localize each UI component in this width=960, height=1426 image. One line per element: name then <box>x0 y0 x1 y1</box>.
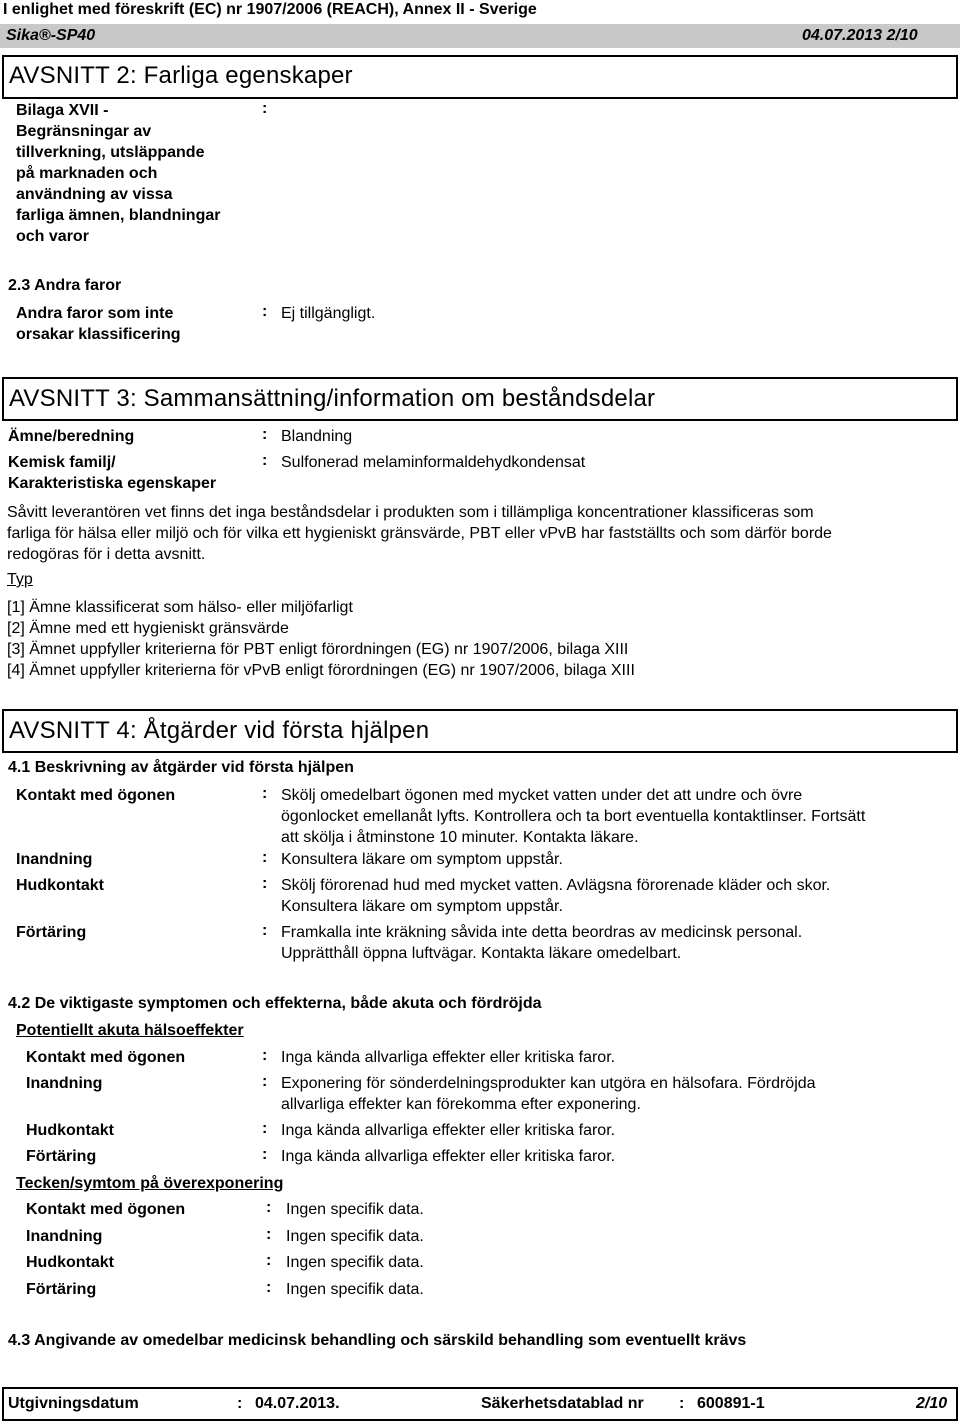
over-inhalation-value: Ingen specifik data. <box>286 1228 424 1245</box>
acute-skin-label: Hudkontakt <box>26 1122 114 1139</box>
type-heading: Typ <box>7 571 33 588</box>
footer-box <box>2 1387 958 1421</box>
substance-value: Blandning <box>281 428 353 445</box>
over-eyes-colon: : <box>266 1199 272 1216</box>
acute-ingestion-colon: : <box>262 1146 268 1163</box>
over-skin-label: Hudkontakt <box>26 1254 114 1271</box>
acute-inhalation-value: Exponering för sönderdelningsprodukter kan utgöra en hälsofara. Fördröjda allvarliga effekter kan förekomma efter exponering. <box>281 1075 816 1113</box>
acute-ingestion-value: Inga kända allvarliga effekter eller kritiska faror. <box>281 1148 616 1165</box>
over-skin-value: Ingen specifik data. <box>286 1254 424 1271</box>
acute-eyes-label: Kontakt med ögonen <box>26 1049 186 1066</box>
subsection-4-1-heading: 4.1 Beskrivning av åtgärder vid första hjälpen <box>8 759 354 776</box>
other-hazards-value: Ej tillgängligt. <box>281 305 376 322</box>
chemical-family-value: Sulfonerad melaminformaldehydkondensat <box>281 454 586 471</box>
section4-title: AVSNITT 4: Åtgärder vid första hjälpen <box>9 717 430 744</box>
chemical-family-colon: : <box>262 452 268 469</box>
over-eyes-label: Kontakt med ögonen <box>26 1201 186 1218</box>
over-ingestion-value: Ingen specifik data. <box>286 1281 424 1298</box>
other-hazards-label: Andra faror som inte orsakar klassificering <box>16 305 181 343</box>
section2-title: AVSNITT 2: Farliga egenskaper <box>9 62 353 89</box>
header-date-page: 04.07.2013 2/10 <box>802 27 918 44</box>
subsection-4-2-heading: 4.2 De viktigaste symptomen och effekterna, både akuta och fördröjda <box>8 995 542 1012</box>
over-inhalation-label: Inandning <box>26 1228 103 1245</box>
type-list <box>7 597 635 681</box>
section3-title: AVSNITT 3: Sammansättning/information om beståndsdelar <box>9 385 656 412</box>
first-aid-inhalation-label: Inandning <box>16 851 93 868</box>
first-aid-inhalation-colon: : <box>262 849 268 866</box>
first-aid-eyes-label: Kontakt med ögonen <box>16 787 176 804</box>
over-ingestion-label: Förtäring <box>26 1281 97 1298</box>
first-aid-eyes-colon: : <box>262 785 268 802</box>
footer-page-number: 2/10 <box>916 1395 948 1412</box>
first-aid-inhalation-value: Konsultera läkare om symptom uppstår. <box>281 851 563 868</box>
acute-ingestion-label: Förtäring <box>26 1148 97 1165</box>
acute-eyes-value: Inga kända allvarliga effekter eller kritiska faror. <box>281 1049 616 1066</box>
list-item: [3] Ämnet uppfyller kriterierna för PBT enligt förordningen (EG) nr 1907/2006, bilaga XIII <box>7 641 629 658</box>
issue-date-value: 04.07.2013. <box>255 1395 340 1412</box>
overexposure-heading: Tecken/symtom på överexponering <box>16 1175 284 1192</box>
substance-label: Ämne/beredning <box>8 428 135 445</box>
sds-number-label: Säkerhetsdatablad nr <box>481 1395 644 1412</box>
product-name: Sika®-SP40 <box>6 27 96 44</box>
list-item: [4] Ämnet uppfyller kriterierna för vPvB enligt förordningen (EG) nr 1907/2006, bilaga XIII <box>7 662 635 679</box>
issue-date-label: Utgivningsdatum <box>8 1395 139 1412</box>
first-aid-skin-colon: : <box>262 875 268 892</box>
substance-colon: : <box>262 426 268 443</box>
first-aid-skin-label: Hudkontakt <box>16 877 104 894</box>
first-aid-eyes-value: Skölj omedelbart ögonen med mycket vatten under det att undre och övre ögonlocket emellanåt lyfts. Kontrollera och ta bort eventuella kontaktlinser. Fortsätt att skölja i åtminstone 10 minuter. Kontakta läkare. <box>281 787 866 846</box>
sds-number-colon: : <box>679 1395 685 1412</box>
acute-skin-colon: : <box>262 1120 268 1137</box>
other-hazards-colon: : <box>262 303 268 320</box>
subsection-2-3-heading: 2.3 Andra faror <box>8 277 122 294</box>
list-item: [2] Ämne med ett hygieniskt gränsvärde <box>7 620 289 637</box>
first-aid-ingestion-label: Förtäring <box>16 924 87 941</box>
annex-xvii-colon: : <box>262 100 268 117</box>
acute-effects-heading: Potentiellt akuta hälsoeffekter <box>16 1022 244 1039</box>
document-regulation-header: I enlighet med föreskrift (EC) nr 1907/2006 (REACH), Annex II - Sverige <box>3 1 537 18</box>
first-aid-skin-value: Skölj förorenad hud med mycket vatten. Avlägsna förorenade kläder och skor. Konsultera läkare om symptom uppstår. <box>281 877 831 915</box>
subsection-4-3-heading: 4.3 Angivande av omedelbar medicinsk behandling och särskild behandling som eventuellt krävs <box>8 1332 747 1349</box>
over-ingestion-colon: : <box>266 1279 272 1296</box>
list-item: [1] Ämne klassificerat som hälso- eller miljöfarligt <box>7 599 353 616</box>
over-inhalation-colon: : <box>266 1226 272 1243</box>
issue-date-colon: : <box>237 1395 243 1412</box>
acute-inhalation-colon: : <box>262 1073 268 1090</box>
sds-number-value: 600891-1 <box>697 1395 765 1412</box>
section3-paragraph: Såvitt leverantören vet finns det inga beståndsdelar i produkten som i tillämpliga koncentrationer klassificeras som farliga för hälsa eller miljö och för vilka ett hygieniskt gränsvärde, PBT eller vPvB har fastställts och som därför borde redogöras för i detta avsnitt. <box>7 504 832 563</box>
annex-xvii-label: Bilaga XVII - Begränsningar av tillverkning, utsläppande på marknaden och användning av vissa farliga ämnen, blandningar och varor <box>16 102 221 245</box>
acute-inhalation-label: Inandning <box>26 1075 103 1092</box>
over-eyes-value: Ingen specifik data. <box>286 1201 424 1218</box>
acute-eyes-colon: : <box>262 1047 268 1064</box>
acute-skin-value: Inga kända allvarliga effekter eller kritiska faror. <box>281 1122 616 1139</box>
chemical-family-label: Kemisk familj/ Karakteristiska egenskaper <box>8 454 217 492</box>
first-aid-ingestion-value: Framkalla inte kräkning såvida inte detta beordras av medicinsk personal. Upprätthåll öppna luftvägar. Kontakta läkare omedelbart. <box>281 924 803 962</box>
over-skin-colon: : <box>266 1252 272 1269</box>
first-aid-ingestion-colon: : <box>262 922 268 939</box>
